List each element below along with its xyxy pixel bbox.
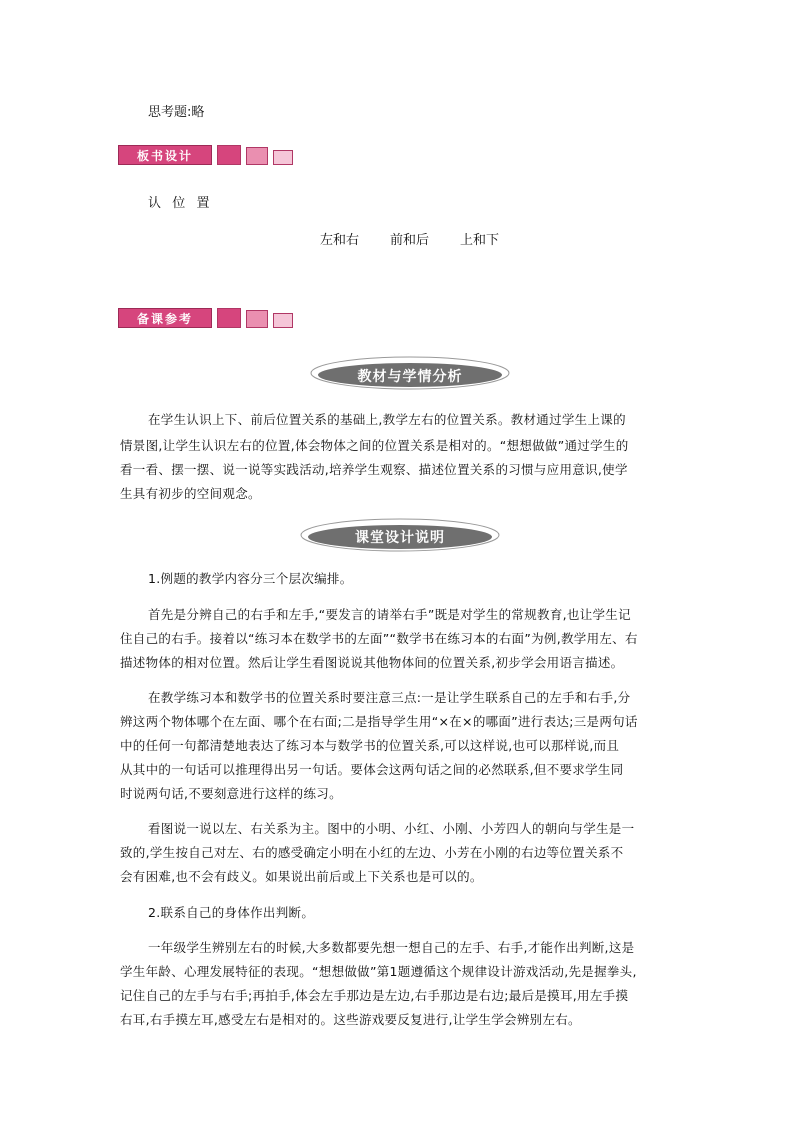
paragraph-line: 学生年龄、心理发展特征的表现。“想想做做”第1题遵循这个规律设计游戏活动,先是握拳头, [120,964,637,979]
header-square-3 [273,313,293,328]
header-square-2 [246,310,268,328]
paragraph-line: 描述物体的相对位置。然后让学生看图说说其他物体间的位置关系,初步学会用语言描述。 [120,655,624,670]
section-banner-analysis [310,356,510,390]
paragraph-line: 辨这两个物体哪个在左面、哪个在右面;二是指导学生用“×在×的哪面”进行表达;三是两句话 [120,714,638,729]
header-square-2 [246,147,268,165]
board-subtitle-left-right: 左和右 [320,233,360,248]
paragraph-line: 一年级学生辨别左右的时候,大多数都要先想一想自己的左手、右手,才能作出判断,这是 [148,940,635,955]
paragraph-line: 在学生认识上下、前后位置关系的基础上,教学左右的位置关系。教材通过学生上课的 [148,412,626,427]
paragraph-line: 右耳,右手摸左耳,感受左右是相对的。这些游戏要反复进行,让学生学会辨别左右。 [120,1012,581,1027]
paragraph-line: 首先是分辨自己的右手和左手,“要发言的请举右手”既是对学生的常规教育,也让学生记 [148,607,631,622]
paragraph-line: 记住自己的左手与右手;再拍手,体会左手那边是左边,右手那边是右边;最后是摸耳,用左手摸 [120,988,629,1003]
paragraph-line: 生具有初步的空间观念。 [120,486,261,501]
paragraph-line: 中的任何一句都清楚地表达了练习本与数学书的位置关系,可以这样说,也可以那样说,而且 [120,738,620,753]
paragraph-line: 情景图,让学生认识左右的位置,体会物体之间的位置关系是相对的。“想想做做”通过学生的 [120,438,629,453]
header-square-1 [217,308,241,328]
paragraph-line: 致的,学生按自己对左、右的感受确定小明在小红的左边、小芳在小刚的右边等位置关系不 [120,845,624,860]
paragraph-line: 从其中的一句话可以推理得出另一句话。要体会这两句话之间的必然联系,但不要求学生同 [120,762,624,777]
banner-title: 教材与学情分析 [357,369,463,385]
list-item: 1.例题的教学内容分三个层次编排。 [148,571,353,586]
board-title: 认 位 置 [148,196,211,211]
top-note: 思考题:略 [148,105,205,120]
paragraph-line: 会有困难,也不会有歧义。如果说出前后或上下关系也是可以的。 [120,869,483,884]
header-square-1 [217,145,241,165]
list-item: 2.联系自己的身体作出判断。 [148,905,315,920]
paragraph-line: 在教学练习本和数学书的位置关系时要注意三点:一是让学生联系自己的左手和右手,分 [148,690,631,705]
header-square-3 [273,150,293,165]
prep-reference-header: 备课参考 [118,308,212,328]
board-subtitle-front-back: 前和后 [390,233,430,248]
paragraph-line: 住自己的右手。接着以“练习本在数学书的左面”“数学书在练习本的右面”为例,教学用左、右 [120,631,638,646]
banner-title: 课堂设计说明 [355,530,445,546]
paragraph-line: 时说两句话,不要刻意进行这样的练习。 [120,786,342,801]
paragraph-line: 看一看、摆一摆、说一说等实践活动,培养学生观察、描述位置关系的习惯与应用意识,使学 [120,462,628,477]
board-design-header: 板书设计 [118,145,212,165]
section-banner-design [300,518,500,552]
board-subtitle-up-down: 上和下 [460,233,500,248]
paragraph-line: 看图说一说以左、右关系为主。图中的小明、小红、小刚、小芳四人的朝向与学生是一 [148,821,635,836]
